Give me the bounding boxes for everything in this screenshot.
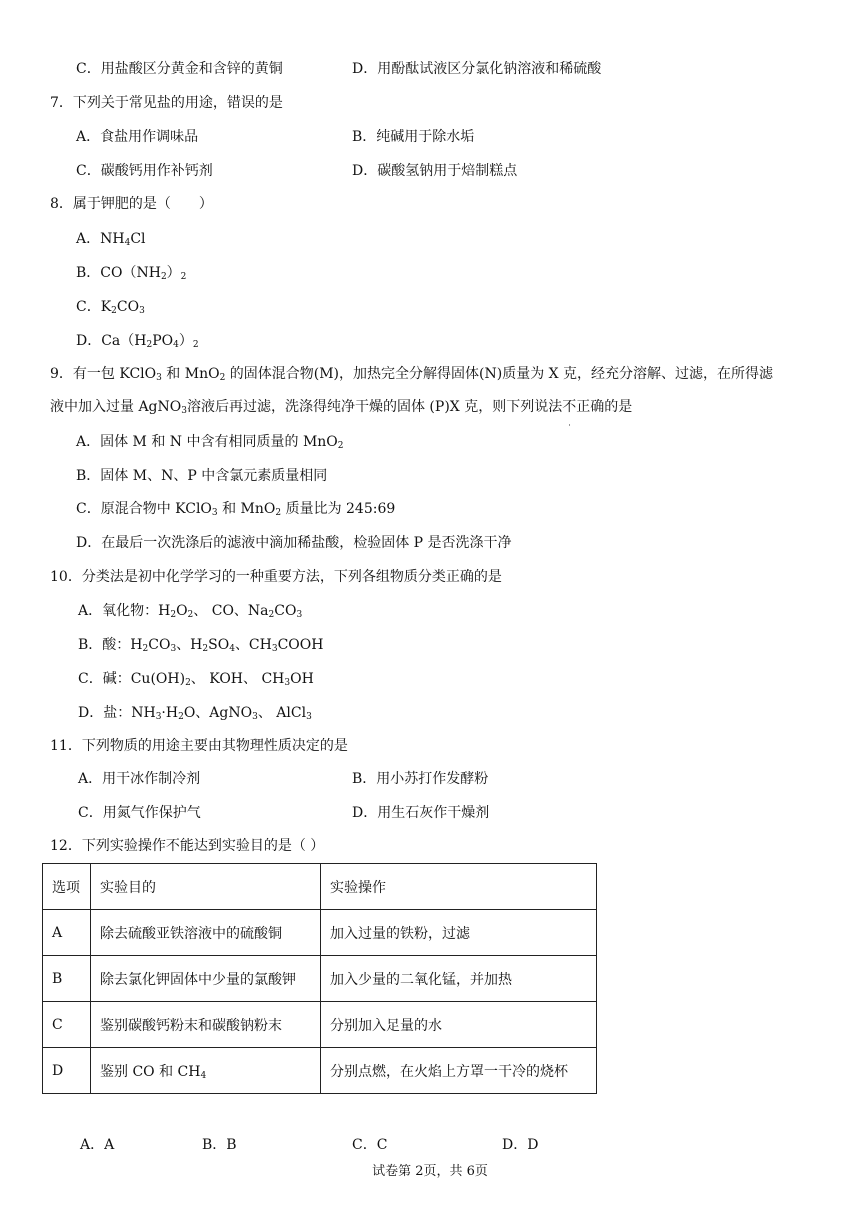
q10-option-a: A．氧化物：$H_2O_2$、 CO、$Na_2CO_3$ xyxy=(78,603,303,620)
q11-option-d: D．用生石灰作干燥剂 xyxy=(352,805,490,821)
q12-option-a: A．A xyxy=(80,1137,115,1153)
emphasis-char: 不 · xyxy=(562,399,577,430)
q7-stem: 7．下列关于常见盐的用途，错误的是 xyxy=(50,95,283,111)
table-cell-purpose: 鉴别 CO 和 $CH_4$ xyxy=(91,1048,321,1094)
q6-option-c: C．用盐酸区分黄金和含锌的黄铜 xyxy=(76,61,283,77)
q10-option-d: D．盐：$NH_3\cdot H_2O$、AgNO$_3$、 AlCl$_3$ xyxy=(78,705,312,722)
q8-option-d: D．$Ca(H_2PO_4)_2$ xyxy=(76,333,199,350)
q11-option-a: A．用干冰作制冷剂 xyxy=(78,771,201,787)
q7-option-a: A．食盐用作调味品 xyxy=(76,129,199,145)
table-header-row xyxy=(43,864,597,910)
table-cell-purpose: 除去硫酸亚铁溶液中的硫酸铜 xyxy=(91,910,321,956)
table-header: 选项 xyxy=(43,864,91,910)
q10-option-b: B．酸：$H_2CO_3$、$H_2SO_4$、$CH_3COOH$ xyxy=(78,637,324,654)
q7-option-d: D．碳酸氢钠用于焙制糕点 xyxy=(352,163,518,179)
table-cell-option: D xyxy=(43,1048,91,1094)
q6-option-d: D．用酚酞试液区分氯化钠溶液和稀硫酸 xyxy=(352,61,602,77)
table-header: 实验操作 xyxy=(321,864,597,910)
q12-option-c: C．C xyxy=(352,1137,388,1153)
q8-option-a: A．$NH_4Cl$ xyxy=(76,231,146,248)
q7-option-c: C．碳酸钙用作补钙剂 xyxy=(76,163,213,179)
table-cell-purpose: 除去氯化钾固体中少量的氯酸钾 xyxy=(91,956,321,1002)
table-header: 实验目的 xyxy=(91,864,321,910)
q8-option-c: C．$K_2CO_3$ xyxy=(76,299,145,316)
q9-option-a: A．固体 M 和 N 中含有相同质量的 MnO$_2$ xyxy=(76,434,344,451)
table-cell-option: A xyxy=(43,910,91,956)
q12-stem: 12．下列实验操作不能达到实验目的是（ ） xyxy=(50,838,325,854)
table-cell-operation: 加入少量的二氧化锰，并加热 xyxy=(321,956,597,1002)
table-cell-option: C xyxy=(43,1002,91,1048)
table-cell-operation: 分别加入足量的水 xyxy=(321,1002,597,1048)
q8-option-b: B．$CO(NH_2)_2$ xyxy=(76,265,187,282)
q11-stem: 11．下列物质的用途主要由其物理性质决定的是 xyxy=(50,738,348,754)
q7-option-b: B．纯碱用于除水垢 xyxy=(352,129,475,145)
table-cell-purpose: 鉴别碳酸钙粉末和碳酸钠粉末 xyxy=(91,1002,321,1048)
q10-option-c: C．碱：$Cu(OH)_2$、 KOH、 $CH_3OH$ xyxy=(78,671,314,688)
q9-option-d: D．在最后一次洗涤后的滤液中滴加稀盐酸，检验固体 P 是否洗涤干净 xyxy=(76,535,512,551)
q9-option-c: C．原混合物中 KClO$_3$ 和 MnO$_2$ 质量比为 245:69 xyxy=(76,501,396,518)
q9-stem-line1: 9．有一包 KClO$_3$ 和 MnO$_2$ 的固体混合物(M)，加热完全分解得固体(N)质量为 X 克，经充分溶解、过滤，在所得滤 xyxy=(50,366,774,383)
table-row xyxy=(43,910,597,956)
table-row xyxy=(43,1002,597,1048)
experiment-table xyxy=(42,863,597,1094)
q9-stem-line2: 液中加入过量 AgNO$_3$溶液后再过滤，洗涤得纯净干燥的固体 (P)X 克，则下列说法不 · 正确的是 xyxy=(50,399,633,430)
q11-option-b: B．用小苏打作发酵粉 xyxy=(352,771,489,787)
q12-option-d: D．D xyxy=(502,1137,539,1153)
table-cell-option: B xyxy=(43,956,91,1002)
table-row xyxy=(43,956,597,1002)
q10-stem: 10．分类法是初中化学学习的一种重要方法，下列各组物质分类正确的是 xyxy=(50,569,502,585)
table-row xyxy=(43,1048,597,1094)
page-footer: 试卷第 2页，共 6页 xyxy=(372,1164,488,1179)
q8-stem: 8．属于钾肥的是（ ） xyxy=(50,196,213,212)
q11-option-c: C．用氮气作保护气 xyxy=(78,805,201,821)
table-cell-operation: 分别点燃，在火焰上方罩一干冷的烧杯 xyxy=(321,1048,597,1094)
table-cell-operation: 加入过量的铁粉，过滤 xyxy=(321,910,597,956)
q12-option-b: B．B xyxy=(202,1137,237,1153)
q9-option-b: B．固体 M、N、P 中含氯元素质量相同 xyxy=(76,468,328,484)
